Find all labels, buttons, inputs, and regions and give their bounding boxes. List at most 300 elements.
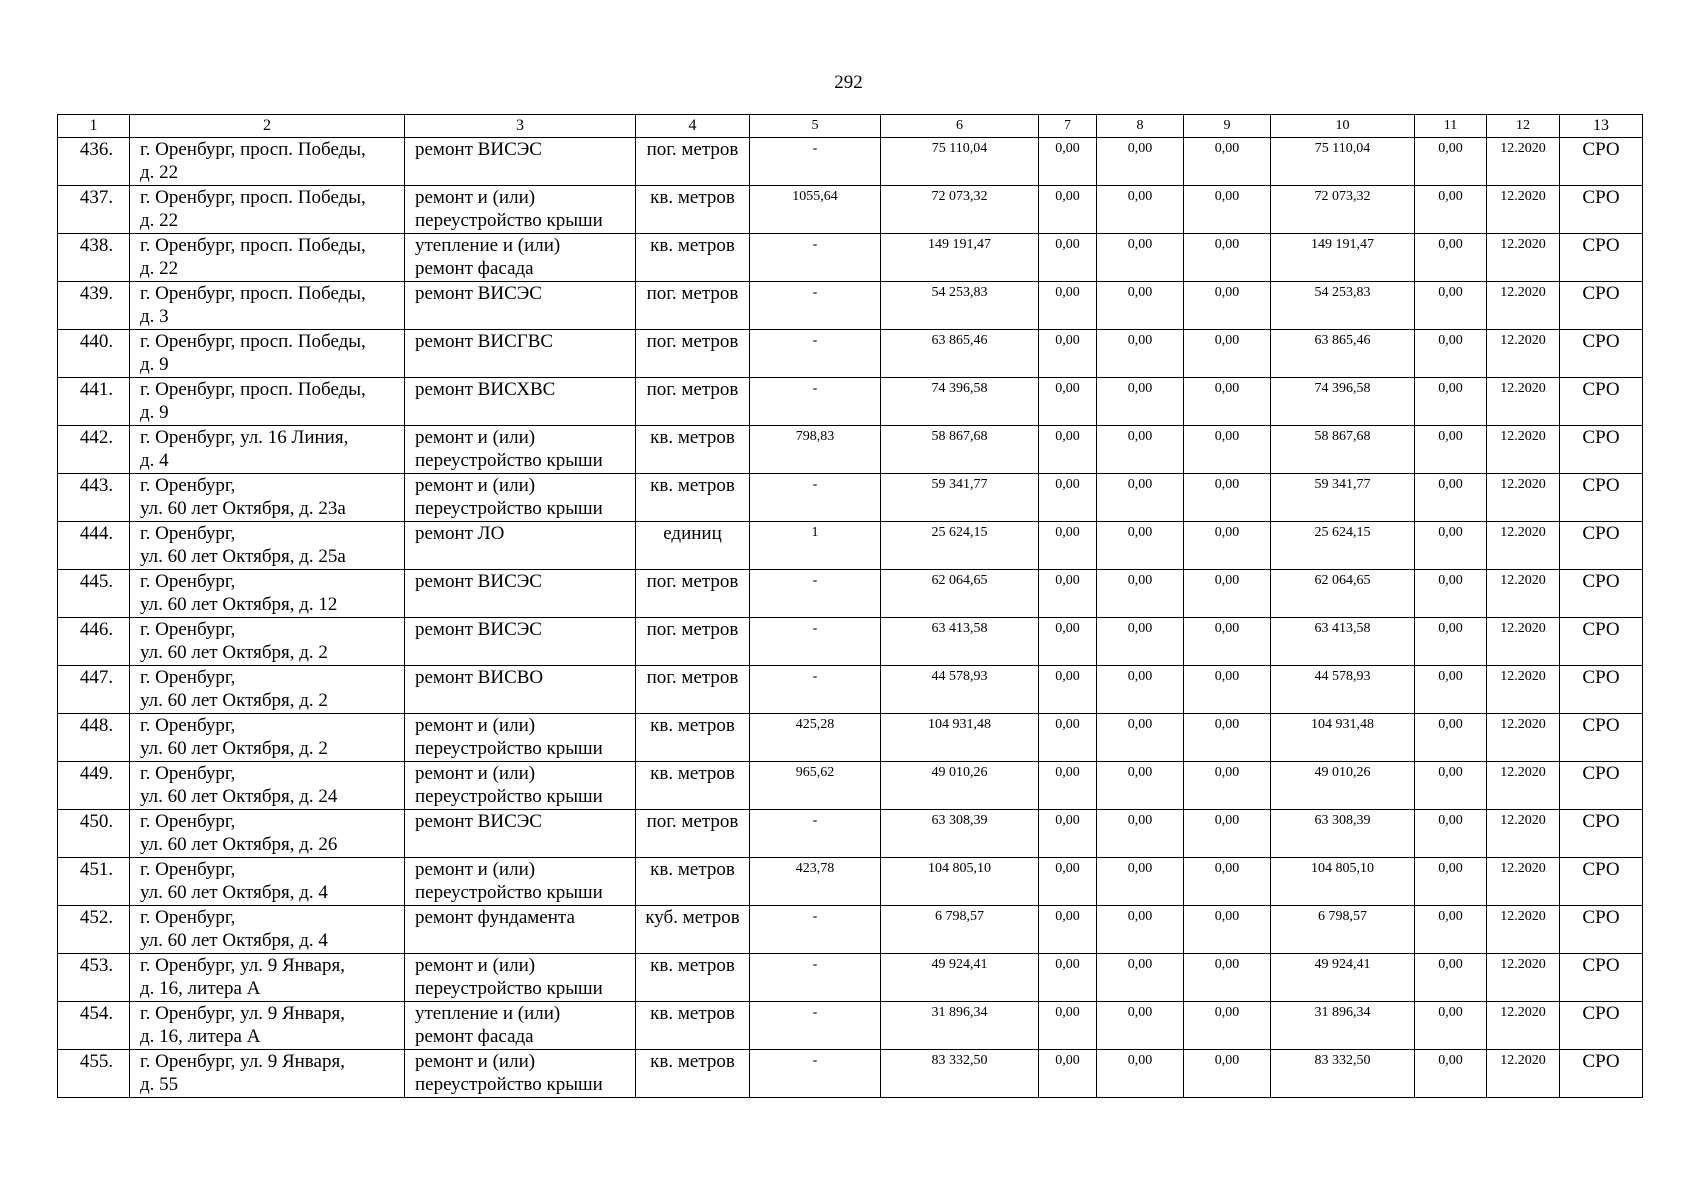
work-line-1: ремонт ВИСЭС [415, 811, 542, 832]
deadline-cell: 12.2020 [1487, 282, 1560, 330]
work-type-cell [405, 1002, 636, 1050]
total-cost-cell: 59 341,77 [881, 474, 1039, 522]
table-row [58, 810, 1643, 858]
work-type-cell [405, 282, 636, 330]
method-cell: СРО [1560, 186, 1643, 234]
address-line-1: г. Оренбург, [140, 619, 236, 640]
address-line-1: г. Оренбург, просп. Победы, [140, 379, 366, 400]
cost-col-9: 0,00 [1184, 1050, 1271, 1098]
deadline-cell: 12.2020 [1487, 474, 1560, 522]
work-line-2: ремонт фасада [415, 1026, 534, 1047]
col-header: 10 [1271, 115, 1415, 138]
deadline-cell: 12.2020 [1487, 762, 1560, 810]
cost-col-9: 0,00 [1184, 378, 1271, 426]
cost-col-7: 0,00 [1039, 234, 1097, 282]
cost-col-11: 0,00 [1415, 570, 1487, 618]
address-line-1: г. Оренбург, ул. 9 Января, [140, 1051, 345, 1072]
cost-col-9: 0,00 [1184, 282, 1271, 330]
cost-col-9: 0,00 [1184, 1002, 1271, 1050]
method-cell: СРО [1560, 378, 1643, 426]
cost-col-10: 59 341,77 [1271, 474, 1415, 522]
work-type-cell [405, 1050, 636, 1098]
address-cell [130, 954, 405, 1002]
cost-col-8: 0,00 [1097, 906, 1184, 954]
address-line-2: д. 4 [140, 450, 169, 471]
unit-cell: пог. метров [636, 570, 750, 618]
col-header: 3 [405, 115, 636, 138]
address-line-1: г. Оренбург, просп. Победы, [140, 331, 366, 352]
address-cell [130, 138, 405, 186]
cost-col-8: 0,00 [1097, 330, 1184, 378]
volume-cell: - [750, 906, 881, 954]
work-line-1: ремонт ВИСЭС [415, 283, 542, 304]
volume-cell: - [750, 570, 881, 618]
address-line-1: г. Оренбург, просп. Победы, [140, 139, 366, 160]
work-line-1: ремонт и (или) [415, 715, 536, 736]
cost-col-9: 0,00 [1184, 186, 1271, 234]
cost-col-7: 0,00 [1039, 906, 1097, 954]
deadline-cell: 12.2020 [1487, 810, 1560, 858]
method-cell: СРО [1560, 330, 1643, 378]
total-cost-cell: 149 191,47 [881, 234, 1039, 282]
method-cell: СРО [1560, 138, 1643, 186]
cost-col-10: 58 867,68 [1271, 426, 1415, 474]
repair-program-table [57, 114, 1643, 1098]
cost-col-7: 0,00 [1039, 762, 1097, 810]
volume-cell: - [750, 618, 881, 666]
row-number: 455. [58, 1050, 130, 1098]
cost-col-10: 75 110,04 [1271, 138, 1415, 186]
deadline-cell: 12.2020 [1487, 570, 1560, 618]
address-cell [130, 906, 405, 954]
unit-cell: пог. метров [636, 666, 750, 714]
col-header: 7 [1039, 115, 1097, 138]
work-line-1: ремонт ВИСГВС [415, 331, 554, 352]
address-line-1: г. Оренбург, [140, 859, 236, 880]
table-row [58, 426, 1643, 474]
cost-col-11: 0,00 [1415, 714, 1487, 762]
address-line-2: ул. 60 лет Октября, д. 12 [140, 594, 338, 615]
table-row [58, 234, 1643, 282]
deadline-cell: 12.2020 [1487, 330, 1560, 378]
cost-col-10: 63 308,39 [1271, 810, 1415, 858]
work-type-cell [405, 426, 636, 474]
address-line-2: д. 9 [140, 402, 169, 423]
unit-cell: пог. метров [636, 378, 750, 426]
row-number: 447. [58, 666, 130, 714]
table-row [58, 474, 1643, 522]
deadline-cell: 12.2020 [1487, 666, 1560, 714]
work-type-cell [405, 234, 636, 282]
col-header: 4 [636, 115, 750, 138]
address-line-2: д. 16, литера А [140, 978, 261, 999]
cost-col-8: 0,00 [1097, 426, 1184, 474]
row-number: 441. [58, 378, 130, 426]
deadline-cell: 12.2020 [1487, 378, 1560, 426]
table-row [58, 906, 1643, 954]
cost-col-10: 54 253,83 [1271, 282, 1415, 330]
method-cell: СРО [1560, 666, 1643, 714]
cost-col-8: 0,00 [1097, 1002, 1184, 1050]
address-line-2: д. 22 [140, 210, 179, 231]
work-line-1: ремонт и (или) [415, 955, 536, 976]
volume-cell: - [750, 666, 881, 714]
cost-col-7: 0,00 [1039, 1050, 1097, 1098]
method-cell: СРО [1560, 426, 1643, 474]
address-cell [130, 570, 405, 618]
cost-col-10: 74 396,58 [1271, 378, 1415, 426]
volume-cell: - [750, 138, 881, 186]
total-cost-cell: 104 805,10 [881, 858, 1039, 906]
cost-col-10: 31 896,34 [1271, 1002, 1415, 1050]
cost-col-7: 0,00 [1039, 666, 1097, 714]
table-row [58, 282, 1643, 330]
unit-cell: кв. метров [636, 426, 750, 474]
col-header: 6 [881, 115, 1039, 138]
unit-cell: куб. метров [636, 906, 750, 954]
cost-col-8: 0,00 [1097, 1050, 1184, 1098]
work-line-2: переустройство крыши [415, 210, 603, 231]
method-cell: СРО [1560, 906, 1643, 954]
cost-col-10: 49 924,41 [1271, 954, 1415, 1002]
cost-col-8: 0,00 [1097, 378, 1184, 426]
work-line-2: переустройство крыши [415, 498, 603, 519]
address-line-2: д. 55 [140, 1074, 179, 1095]
row-number: 443. [58, 474, 130, 522]
cost-col-10: 149 191,47 [1271, 234, 1415, 282]
address-cell [130, 330, 405, 378]
method-cell: СРО [1560, 474, 1643, 522]
cost-col-7: 0,00 [1039, 1002, 1097, 1050]
volume-cell: - [750, 810, 881, 858]
work-line-1: ремонт ВИСЭС [415, 619, 542, 640]
cost-col-9: 0,00 [1184, 570, 1271, 618]
cost-col-10: 49 010,26 [1271, 762, 1415, 810]
cost-col-9: 0,00 [1184, 714, 1271, 762]
address-cell [130, 762, 405, 810]
cost-col-9: 0,00 [1184, 234, 1271, 282]
address-cell [130, 282, 405, 330]
cost-col-10: 63 413,58 [1271, 618, 1415, 666]
total-cost-cell: 31 896,34 [881, 1002, 1039, 1050]
work-line-1: ремонт фундамента [415, 907, 575, 928]
deadline-cell: 12.2020 [1487, 426, 1560, 474]
address-line-2: ул. 60 лет Октября, д. 2 [140, 690, 328, 711]
cost-col-9: 0,00 [1184, 474, 1271, 522]
work-line-1: ремонт ВИСЭС [415, 139, 542, 160]
cost-col-7: 0,00 [1039, 858, 1097, 906]
volume-cell: 965,62 [750, 762, 881, 810]
work-line-2: переустройство крыши [415, 738, 603, 759]
address-line-1: г. Оренбург, [140, 523, 236, 544]
address-cell [130, 858, 405, 906]
work-type-cell [405, 954, 636, 1002]
method-cell: СРО [1560, 522, 1643, 570]
col-header: 9 [1184, 115, 1271, 138]
cost-col-9: 0,00 [1184, 138, 1271, 186]
address-line-1: г. Оренбург, просп. Победы, [140, 283, 366, 304]
cost-col-9: 0,00 [1184, 810, 1271, 858]
cost-col-8: 0,00 [1097, 810, 1184, 858]
total-cost-cell: 75 110,04 [881, 138, 1039, 186]
volume-cell: - [750, 234, 881, 282]
table-row [58, 954, 1643, 1002]
cost-col-8: 0,00 [1097, 954, 1184, 1002]
cost-col-7: 0,00 [1039, 330, 1097, 378]
cost-col-7: 0,00 [1039, 714, 1097, 762]
col-header: 1 [58, 115, 130, 138]
method-cell: СРО [1560, 1002, 1643, 1050]
cost-col-9: 0,00 [1184, 762, 1271, 810]
work-type-cell [405, 714, 636, 762]
address-line-2: д. 9 [140, 354, 169, 375]
volume-cell: - [750, 330, 881, 378]
table-row [58, 330, 1643, 378]
total-cost-cell: 54 253,83 [881, 282, 1039, 330]
work-type-cell [405, 186, 636, 234]
cost-col-7: 0,00 [1039, 522, 1097, 570]
deadline-cell: 12.2020 [1487, 138, 1560, 186]
col-header: 11 [1415, 115, 1487, 138]
cost-col-9: 0,00 [1184, 906, 1271, 954]
cost-col-7: 0,00 [1039, 186, 1097, 234]
cost-col-10: 63 865,46 [1271, 330, 1415, 378]
work-line-1: ремонт и (или) [415, 427, 536, 448]
address-cell [130, 1002, 405, 1050]
cost-col-10: 25 624,15 [1271, 522, 1415, 570]
work-type-cell [405, 378, 636, 426]
work-line-1: ремонт и (или) [415, 1051, 536, 1072]
table-row [58, 714, 1643, 762]
deadline-cell: 12.2020 [1487, 522, 1560, 570]
address-line-1: г. Оренбург, [140, 571, 236, 592]
address-line-1: г. Оренбург, [140, 667, 236, 688]
work-type-cell [405, 474, 636, 522]
total-cost-cell: 49 924,41 [881, 954, 1039, 1002]
work-line-1: ремонт ВИСХВС [415, 379, 556, 400]
cost-col-8: 0,00 [1097, 570, 1184, 618]
col-header: 8 [1097, 115, 1184, 138]
method-cell: СРО [1560, 858, 1643, 906]
volume-cell: 798,83 [750, 426, 881, 474]
total-cost-cell: 83 332,50 [881, 1050, 1039, 1098]
work-type-cell [405, 666, 636, 714]
deadline-cell: 12.2020 [1487, 858, 1560, 906]
total-cost-cell: 49 010,26 [881, 762, 1039, 810]
work-type-cell [405, 330, 636, 378]
cost-col-11: 0,00 [1415, 954, 1487, 1002]
unit-cell: кв. метров [636, 1002, 750, 1050]
volume-cell: 1055,64 [750, 186, 881, 234]
cost-col-8: 0,00 [1097, 282, 1184, 330]
cost-col-7: 0,00 [1039, 570, 1097, 618]
row-number: 451. [58, 858, 130, 906]
cost-col-9: 0,00 [1184, 954, 1271, 1002]
unit-cell: кв. метров [636, 186, 750, 234]
cost-col-11: 0,00 [1415, 1050, 1487, 1098]
address-line-2: ул. 60 лет Октября, д. 25а [140, 546, 346, 567]
work-line-1: ремонт ЛО [415, 523, 505, 544]
row-number: 444. [58, 522, 130, 570]
work-line-1: ремонт и (или) [415, 475, 536, 496]
address-cell [130, 666, 405, 714]
cost-col-7: 0,00 [1039, 378, 1097, 426]
unit-cell: пог. метров [636, 330, 750, 378]
cost-col-11: 0,00 [1415, 282, 1487, 330]
cost-col-11: 0,00 [1415, 138, 1487, 186]
cost-col-11: 0,00 [1415, 378, 1487, 426]
unit-cell: кв. метров [636, 474, 750, 522]
address-cell [130, 522, 405, 570]
unit-cell: пог. метров [636, 618, 750, 666]
total-cost-cell: 62 064,65 [881, 570, 1039, 618]
row-number: 438. [58, 234, 130, 282]
work-line-2: переустройство крыши [415, 450, 603, 471]
unit-cell: пог. метров [636, 138, 750, 186]
table-row [58, 522, 1643, 570]
address-line-1: г. Оренбург, [140, 715, 236, 736]
method-cell: СРО [1560, 762, 1643, 810]
address-line-1: г. Оренбург, ул. 16 Линия, [140, 427, 349, 448]
address-cell [130, 378, 405, 426]
work-line-1: ремонт ВИСЭС [415, 571, 542, 592]
work-line-1: утепление и (или) [415, 1003, 561, 1024]
cost-col-7: 0,00 [1039, 282, 1097, 330]
address-line-2: д. 22 [140, 162, 179, 183]
address-line-2: ул. 60 лет Октября, д. 24 [140, 786, 338, 807]
work-line-2: ремонт фасада [415, 258, 534, 279]
col-header: 5 [750, 115, 881, 138]
unit-cell: кв. метров [636, 858, 750, 906]
col-header: 2 [130, 115, 405, 138]
address-line-1: г. Оренбург, ул. 9 Января, [140, 955, 345, 976]
page-number: 292 [834, 72, 863, 93]
cost-col-11: 0,00 [1415, 186, 1487, 234]
total-cost-cell: 72 073,32 [881, 186, 1039, 234]
address-line-2: ул. 60 лет Октября, д. 2 [140, 642, 328, 663]
address-line-2: ул. 60 лет Октября, д. 26 [140, 834, 338, 855]
cost-col-8: 0,00 [1097, 186, 1184, 234]
table-row [58, 858, 1643, 906]
cost-col-10: 62 064,65 [1271, 570, 1415, 618]
deadline-cell: 12.2020 [1487, 1050, 1560, 1098]
volume-cell: 423,78 [750, 858, 881, 906]
total-cost-cell: 58 867,68 [881, 426, 1039, 474]
cost-col-8: 0,00 [1097, 474, 1184, 522]
row-number: 442. [58, 426, 130, 474]
total-cost-cell: 63 865,46 [881, 330, 1039, 378]
row-number: 454. [58, 1002, 130, 1050]
address-cell [130, 618, 405, 666]
unit-cell: кв. метров [636, 954, 750, 1002]
work-line-2: переустройство крыши [415, 786, 603, 807]
deadline-cell: 12.2020 [1487, 954, 1560, 1002]
cost-col-9: 0,00 [1184, 522, 1271, 570]
method-cell: СРО [1560, 570, 1643, 618]
work-type-cell [405, 138, 636, 186]
work-type-cell [405, 858, 636, 906]
table-row [58, 570, 1643, 618]
cost-col-9: 0,00 [1184, 330, 1271, 378]
address-line-1: г. Оренбург, [140, 811, 236, 832]
table-row [58, 762, 1643, 810]
cost-col-10: 104 931,48 [1271, 714, 1415, 762]
address-line-2: ул. 60 лет Октября, д. 4 [140, 930, 328, 951]
unit-cell: кв. метров [636, 234, 750, 282]
total-cost-cell: 104 931,48 [881, 714, 1039, 762]
work-type-cell [405, 570, 636, 618]
cost-col-9: 0,00 [1184, 858, 1271, 906]
cost-col-9: 0,00 [1184, 618, 1271, 666]
cost-col-10: 83 332,50 [1271, 1050, 1415, 1098]
volume-cell: - [750, 1050, 881, 1098]
deadline-cell: 12.2020 [1487, 906, 1560, 954]
cost-col-8: 0,00 [1097, 666, 1184, 714]
row-number: 446. [58, 618, 130, 666]
total-cost-cell: 25 624,15 [881, 522, 1039, 570]
table-row [58, 378, 1643, 426]
address-line-2: ул. 60 лет Октября, д. 4 [140, 882, 328, 903]
work-line-1: ремонт и (или) [415, 187, 536, 208]
row-number: 445. [58, 570, 130, 618]
work-line-1: ремонт и (или) [415, 859, 536, 880]
work-line-1: ремонт ВИСВО [415, 667, 544, 688]
row-number: 453. [58, 954, 130, 1002]
cost-col-7: 0,00 [1039, 954, 1097, 1002]
volume-cell: - [750, 378, 881, 426]
volume-cell: - [750, 474, 881, 522]
table-row [58, 1002, 1643, 1050]
address-line-2: д. 3 [140, 306, 169, 327]
address-line-1: г. Оренбург, просп. Победы, [140, 235, 366, 256]
unit-cell: кв. метров [636, 714, 750, 762]
row-number: 437. [58, 186, 130, 234]
volume-cell: - [750, 954, 881, 1002]
cost-col-8: 0,00 [1097, 138, 1184, 186]
row-number: 439. [58, 282, 130, 330]
row-number: 448. [58, 714, 130, 762]
address-line-1: г. Оренбург, [140, 475, 236, 496]
cost-col-8: 0,00 [1097, 858, 1184, 906]
address-cell [130, 474, 405, 522]
total-cost-cell: 6 798,57 [881, 906, 1039, 954]
cost-col-7: 0,00 [1039, 810, 1097, 858]
work-line-2: переустройство крыши [415, 882, 603, 903]
address-line-2: ул. 60 лет Октября, д. 2 [140, 738, 328, 759]
row-number: 436. [58, 138, 130, 186]
cost-col-7: 0,00 [1039, 618, 1097, 666]
address-cell [130, 426, 405, 474]
address-line-1: г. Оренбург, [140, 907, 236, 928]
cost-col-11: 0,00 [1415, 762, 1487, 810]
address-line-1: г. Оренбург, просп. Победы, [140, 187, 366, 208]
col-header: 13 [1560, 115, 1643, 138]
cost-col-11: 0,00 [1415, 1002, 1487, 1050]
cost-col-8: 0,00 [1097, 522, 1184, 570]
method-cell: СРО [1560, 282, 1643, 330]
table-row [58, 138, 1643, 186]
unit-cell: единиц [636, 522, 750, 570]
address-cell [130, 810, 405, 858]
total-cost-cell: 63 308,39 [881, 810, 1039, 858]
deadline-cell: 12.2020 [1487, 186, 1560, 234]
cost-col-11: 0,00 [1415, 666, 1487, 714]
cost-col-7: 0,00 [1039, 474, 1097, 522]
work-type-cell [405, 810, 636, 858]
deadline-cell: 12.2020 [1487, 234, 1560, 282]
cost-col-11: 0,00 [1415, 234, 1487, 282]
row-number: 449. [58, 762, 130, 810]
